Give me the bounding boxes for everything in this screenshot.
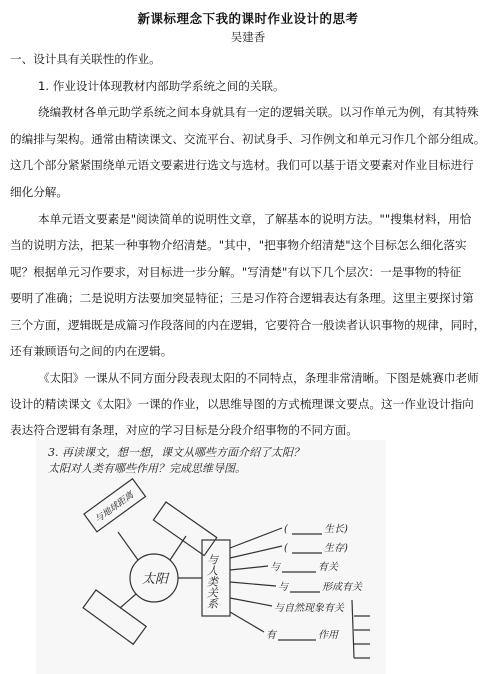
distance-box-label: 与地球距离: [93, 490, 136, 526]
paragraph-line: 表达符合逻辑有条理，对应的学习目标是分段介绍事物的不同方面。: [10, 423, 358, 437]
link-to-upper-right: [170, 536, 186, 560]
branch-4: [230, 582, 276, 586]
item-4-suffix: 形成有关: [322, 582, 362, 593]
lower-left-box: [83, 590, 146, 644]
branch-1: [230, 528, 282, 548]
upper-right-box-frame: [153, 502, 216, 556]
item-2-prefix: (: [284, 543, 288, 554]
item-3-suffix: 有关: [318, 562, 338, 573]
human-relation-label: 与人类关系: [205, 554, 219, 609]
item-4-prefix: 与: [278, 582, 288, 593]
paragraph-line: 绕编教材各单元助学系统之间本身就具有一定的逻辑关联。以习作单元为例，有其特殊: [38, 105, 479, 119]
sun-center-label: 太阳: [142, 572, 169, 587]
figure-prompt-line2: 太阳对人类有哪些作用？完成思维导图。: [48, 462, 246, 475]
link-to-distance: [118, 532, 138, 560]
paragraph-line: 呢？根据单元习作要求，对目标进一步分解。"写清楚"有以下几个层次：一是事物的特征: [10, 265, 462, 279]
figure-prompt-line1: 3. 再读课文，想一想，课文从哪些方面介绍了太阳？: [48, 446, 304, 459]
paragraph-line: 《太阳》一课从不同方面分段表现太阳的不同特点，条理非常清晰。下图是姚赛巾老师: [38, 371, 479, 385]
item-1-prefix: (: [284, 524, 288, 535]
item-3-prefix: 与: [270, 562, 280, 573]
paragraph-line: 这几个部分紧紧围绕单元语文要素进行选文与选材。我们可以基于语文要素对作业目标进行: [10, 158, 474, 172]
paragraph-line: 当的说明方法，把某一种事物介绍清楚。"其中，"把事物介绍清楚"这个目标怎么细化落实: [10, 238, 467, 252]
item-1-suffix: 生长): [324, 524, 348, 535]
paragraph-line: 三个方面，逻辑既是成篇习作段落间的内在逻辑，它要符合一般读者认识事物的规律，同时，: [10, 318, 486, 332]
item-5-prefix: 与自然现象有关: [274, 603, 344, 614]
lower-left-box-frame: [83, 590, 146, 644]
paragraph-line: 还有兼顾语句之间的内在逻辑。: [10, 344, 173, 358]
paragraph-line: 设计的精读课文《太阳》一课的作业，以思维导图的方式梳理课文要点。这一作业设计指向: [10, 397, 474, 411]
branch-2: [230, 546, 282, 558]
author-name: 吴建香: [230, 30, 266, 44]
item-5-sub-bracket: [352, 600, 370, 658]
paragraph-line: 的编排与架构。通常由精读课文、交流平台、初试身手、习作例文和单元习作几个部分组成。: [10, 132, 486, 146]
mind-map-figure: [36, 440, 386, 674]
document-title: 新课标理念下我的课时作业设计的思考: [137, 11, 359, 26]
paragraph-line: 本单元语文要素是"阅读简单的说明性文章，了解基本的说明方法。""搜集材料，用恰: [38, 212, 472, 226]
branch-3: [230, 566, 268, 570]
section-heading: 一、设计具有关联性的作业。: [10, 52, 161, 66]
branch-5: [230, 598, 272, 606]
subsection-heading: 1. 作业设计体现教材内部助学系统之间的关联。: [38, 79, 285, 93]
link-to-lower-left: [120, 594, 136, 608]
branch-6: [230, 612, 264, 632]
item-6-prefix: 有: [266, 630, 276, 641]
upper-right-box: [153, 502, 216, 556]
paragraph-line: 细化分解。: [10, 185, 68, 199]
item-2-suffix: 生存): [324, 543, 348, 554]
distance-box: [84, 479, 145, 532]
paragraph-line: 要明了准确；二是说明方法要加突显特征；三是习作符合逻辑表达有条理。这里主要探讨第: [10, 291, 474, 305]
item-6-suffix: 作用: [318, 630, 338, 641]
